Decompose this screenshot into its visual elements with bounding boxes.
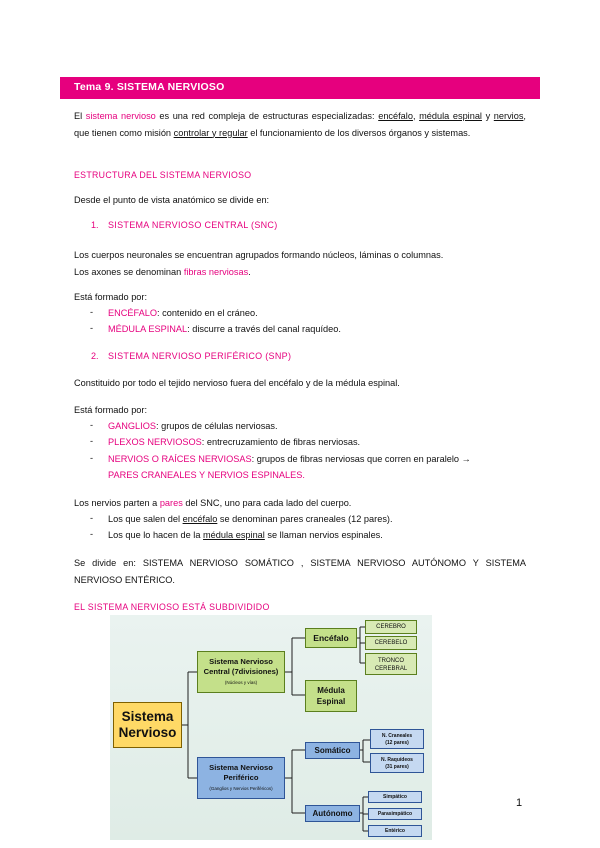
snc-formado: Está formado por: [74, 292, 148, 302]
craneales-line1: N. Craneales [381, 733, 413, 739]
snc-heading: SISTEMA NERVIOSO CENTRAL (SNC) [108, 220, 278, 230]
cerebro-box [365, 620, 417, 634]
central-line2: Central (7divisiones) [203, 667, 279, 676]
central-box [197, 651, 285, 693]
intro-underlined: encéfalo [378, 111, 413, 121]
tronco-line2: CEREBRAL [374, 666, 408, 672]
bullet-dash: - [90, 307, 94, 317]
pares-l1a: Los que salen del [108, 514, 181, 524]
pares-item-espinales [108, 527, 383, 543]
snp-item-nervios [108, 451, 526, 483]
intro-underlined: nervios [493, 111, 524, 121]
pares-l1b: encéfalo [182, 514, 218, 524]
pares-term: pares [159, 498, 183, 508]
item-desc: : discurre a través del canal raquídeo. [187, 324, 341, 334]
snc-item-encefalo [108, 305, 258, 321]
root-line1: Sistema [121, 709, 174, 724]
subdividido-heading: EL SISTEMA NERVIOSO ESTÁ SUBDIVIDIDO [74, 602, 270, 612]
snc-number: 1. [91, 220, 99, 230]
bullet-dash: - [90, 513, 94, 523]
snc-item-medula [108, 321, 341, 337]
pares-l1c: se denominan pares craneales (12 pares). [219, 514, 393, 524]
simpatico-box [368, 791, 422, 803]
snp-item-plexos [108, 434, 360, 450]
page-number: 1 [516, 797, 523, 809]
item-term: MÉDULA ESPINAL [108, 324, 188, 334]
root-box [113, 702, 182, 748]
item-term: GANGLIOS [108, 421, 156, 431]
anatomico-text: Desde el punto de vista anatómico se divide en: [74, 195, 270, 205]
bullet-dash: - [90, 436, 94, 446]
intro-text: es una red compleja de estructuras especializadas: [159, 111, 375, 121]
snc-text2c: . [248, 266, 251, 277]
bullet-dash: - [90, 420, 94, 430]
pares-text: del SNC, uno para cada lado del cuerpo. [185, 498, 352, 508]
enterico-label: Entérico [384, 828, 405, 834]
autonomo-box [305, 805, 360, 822]
tronco-box [365, 653, 417, 675]
estructura-heading: ESTRUCTURA DEL SISTEMA NERVIOSO [74, 170, 252, 180]
periferico-line1: Sistema Nervioso [209, 763, 273, 772]
parasimpatico-box [368, 808, 422, 820]
craneales-line2: (12 pares) [385, 740, 409, 746]
parasimpatico-label: Parasimpático [377, 811, 413, 817]
bullet-dash: - [90, 323, 94, 333]
snc-fibras: fibras nerviosas [183, 266, 249, 277]
page-title: Tema 9. SISTEMA NERVIOSO [74, 81, 225, 93]
item-desc: : grupos de fibras nerviosas que corren en paralelo → [251, 454, 471, 464]
pares-l2c: se llaman nervios espinales. [267, 530, 383, 540]
item-term: ENCÉFALO [108, 308, 158, 318]
periferico-line2: Periférico [223, 773, 259, 782]
snp-heading: SISTEMA NERVIOSO PERIFÉRICO (SNP) [108, 351, 292, 361]
simpatico-label: Simpático [383, 794, 407, 800]
autonomo-label: Autónomo [312, 809, 353, 818]
snp-formado: Está formado por: [74, 405, 148, 415]
periferico-line3: (Ganglios y Nervios Periféricos) [209, 786, 273, 791]
bullet-dash: - [90, 529, 94, 539]
cerebelo-label: CEREBELO [374, 640, 408, 646]
title-bar [60, 77, 540, 99]
encefalo-box [305, 628, 357, 648]
pares-l2a: Los que lo hacen de la [108, 530, 201, 540]
central-line1: Sistema Nervioso [209, 657, 273, 666]
raquideos-line2: (31 pares) [385, 764, 409, 770]
nervous-system-diagram [110, 615, 432, 840]
item-extra: PARES CRANEALES Y NERVIOS ESPINALES. [108, 470, 305, 480]
pares-item-craneales [108, 511, 393, 527]
somatico-label: Somático [314, 746, 351, 755]
item-term: NERVIOS O RAÍCES NERVIOSAS [108, 454, 252, 464]
medula-line2: Espinal [316, 697, 346, 706]
raquideos-box [370, 753, 424, 773]
snp-number: 2. [91, 351, 99, 361]
snc-text [74, 247, 526, 280]
snc-text2a: Los axones se denominan [74, 266, 182, 277]
intro-underlined: controlar y regular [173, 127, 248, 138]
intro-term: sistema nervioso [85, 111, 156, 121]
pares-l2b: médula espinal [203, 530, 265, 540]
medula-line1: Médula [317, 686, 345, 695]
snp-text: Constituido por todo el tejido nervioso fuera del encéfalo y de la médula espinal. [74, 378, 400, 388]
somatico-box [305, 742, 360, 759]
pares-paragraph [74, 495, 526, 512]
item-desc: : entrecruzamiento de fibras nerviosas. [201, 437, 361, 447]
encefalo-label: Encéfalo [313, 633, 349, 643]
cerebro-label: CEREBRO [376, 624, 406, 630]
intro-text: y [485, 111, 491, 121]
central-line3: (Núcleos y vías) [224, 680, 258, 685]
cerebelo-box [365, 636, 417, 650]
enterico-box [368, 825, 422, 837]
intro-text: el funcionamiento de los diversos órganos y sistemas. [250, 127, 471, 138]
pares-text: Los nervios parten a [74, 498, 158, 508]
tronco-line1: TRONCO [378, 658, 404, 664]
snp-item-ganglios [108, 418, 278, 434]
item-desc: : grupos de células nerviosas. [156, 421, 278, 431]
craneales-box [370, 729, 424, 749]
bullet-dash: - [90, 453, 94, 463]
snc-text1: Los cuerpos neuronales se encuentran agrupados formando núcleos, láminas o columnas. [74, 250, 444, 260]
item-term: PLEXOS NERVIOSOS [108, 437, 202, 447]
intro-underlined: médula espinal [419, 111, 482, 121]
root-line2: Nervioso [118, 725, 177, 740]
intro-paragraph: El sistema nervioso es una red compleja de estructuras especializadas: encéfalo, médula espinal y nervios, que tienen como misión controlar y regular el funcionamiento de los diversos órganos y sistemas. [74, 111, 526, 138]
medula-box [305, 680, 357, 712]
periferico-box [197, 757, 285, 799]
intro-text: El [74, 111, 83, 121]
item-desc: : contenido en el cráneo. [157, 308, 258, 318]
raquideos-line1: N. Raquídeos [381, 757, 413, 763]
intro-text: , que tienen como misión [74, 111, 526, 138]
divide-paragraph: Se divide en: SISTEMA NERVIOSO SOMÁTICO , SISTEMA NERVIOSO AUTÓNOMO Y SISTEMA NERVIOSO ENTÉRICO. [74, 558, 526, 585]
